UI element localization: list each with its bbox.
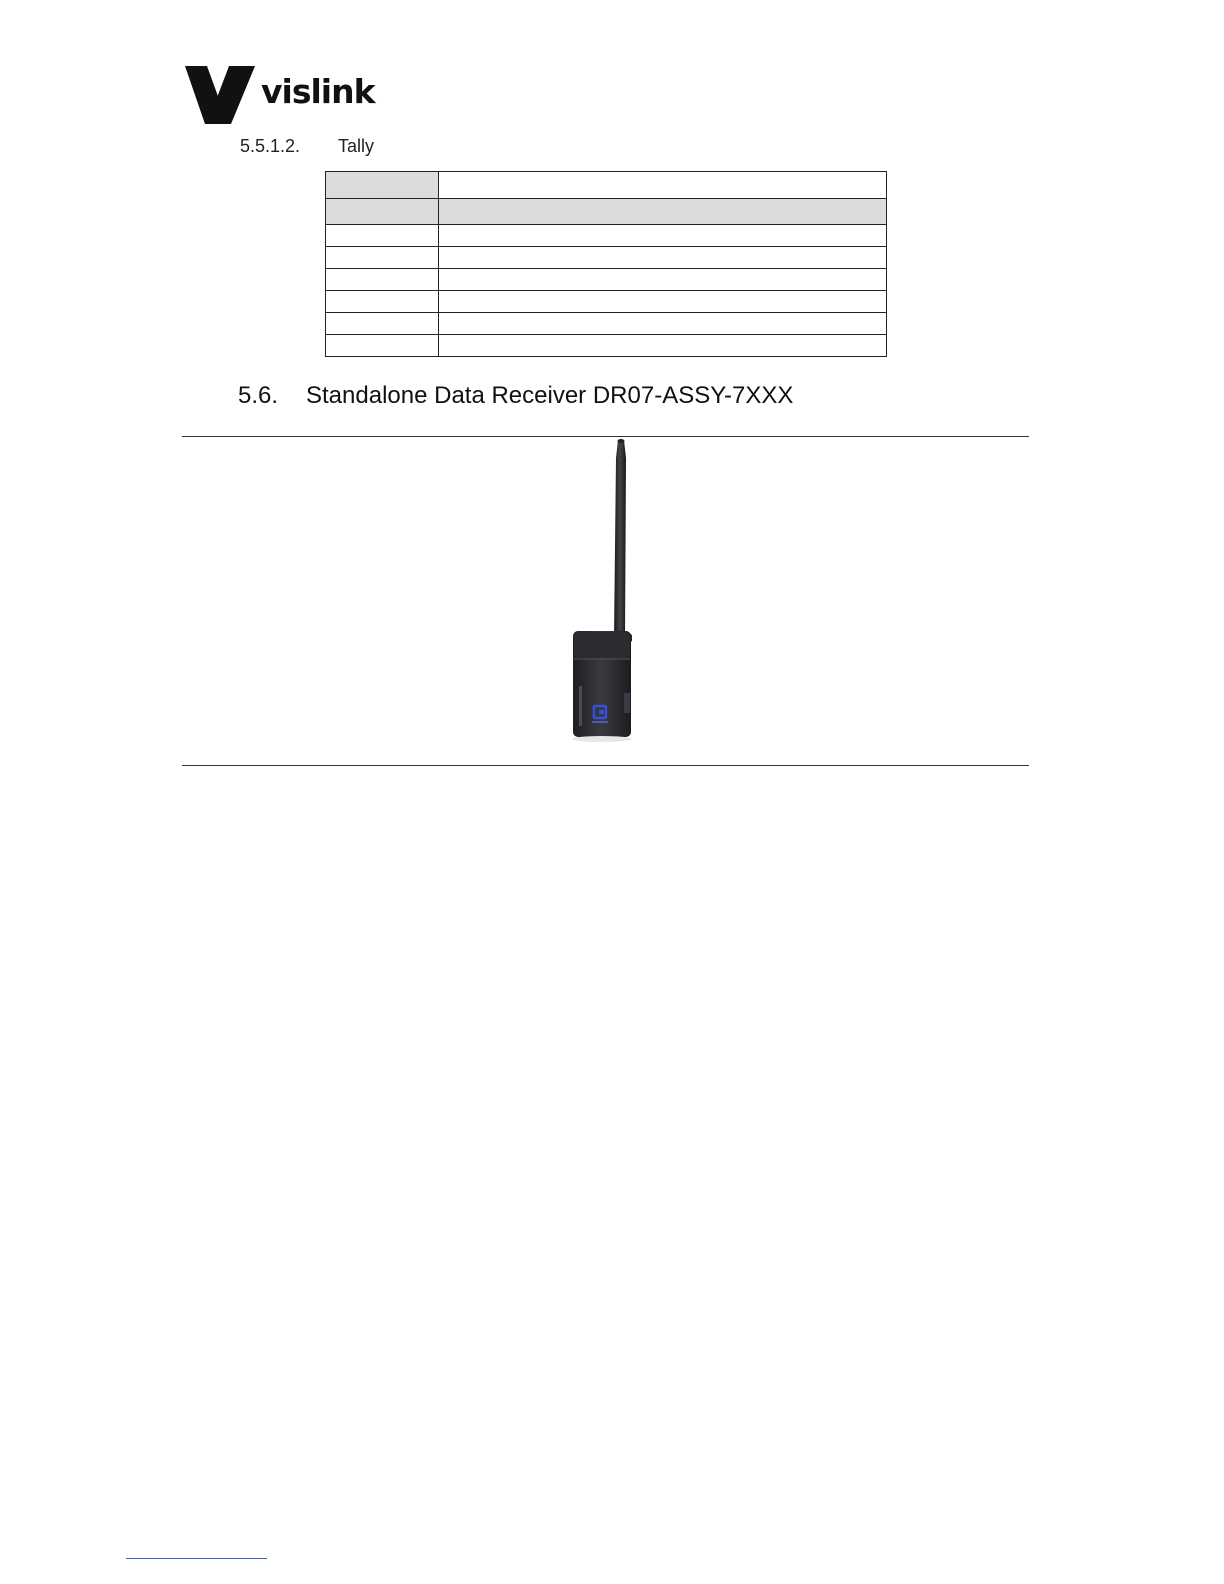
subsection-title: Tally [338, 136, 375, 156]
table-cell [326, 313, 439, 335]
table-cell [439, 313, 887, 335]
table-cell [326, 291, 439, 313]
device-photo [552, 438, 652, 764]
table-row [326, 335, 887, 357]
table-row [326, 269, 887, 291]
vislink-logo [185, 64, 375, 126]
table-cell [439, 291, 887, 313]
figure-bottom-rule [182, 765, 1029, 766]
subsection-heading [240, 136, 374, 157]
table-cell [326, 269, 439, 291]
figure-top-rule [182, 436, 1029, 437]
table-row [326, 313, 887, 335]
table-cell [439, 172, 887, 199]
table-row [326, 225, 887, 247]
table-row [326, 291, 887, 313]
table-header-row [326, 172, 887, 199]
table-cell [326, 225, 439, 247]
table-row [326, 247, 887, 269]
table-cell [439, 199, 887, 225]
logo-wordmark: vislink [261, 72, 375, 111]
table-cell [326, 199, 439, 225]
table-cell [439, 335, 887, 357]
section-heading [238, 382, 793, 410]
table-subheader-row [326, 199, 887, 225]
subsection-number: 5.5.1.2. [240, 136, 301, 156]
table-cell [439, 225, 887, 247]
section-number: 5.6. [238, 382, 279, 409]
table-cell [439, 269, 887, 291]
table-cell [326, 335, 439, 357]
section-title: Standalone Data Receiver DR07-ASSY-7XXX [306, 382, 794, 409]
table-cell [326, 247, 439, 269]
data-receiver-image [552, 438, 652, 764]
table-cell [326, 172, 439, 199]
vislink-logo-mark [185, 64, 255, 126]
tally-table [325, 171, 887, 357]
footer-link-underline[interactable] [126, 1558, 267, 1559]
table-cell [439, 247, 887, 269]
